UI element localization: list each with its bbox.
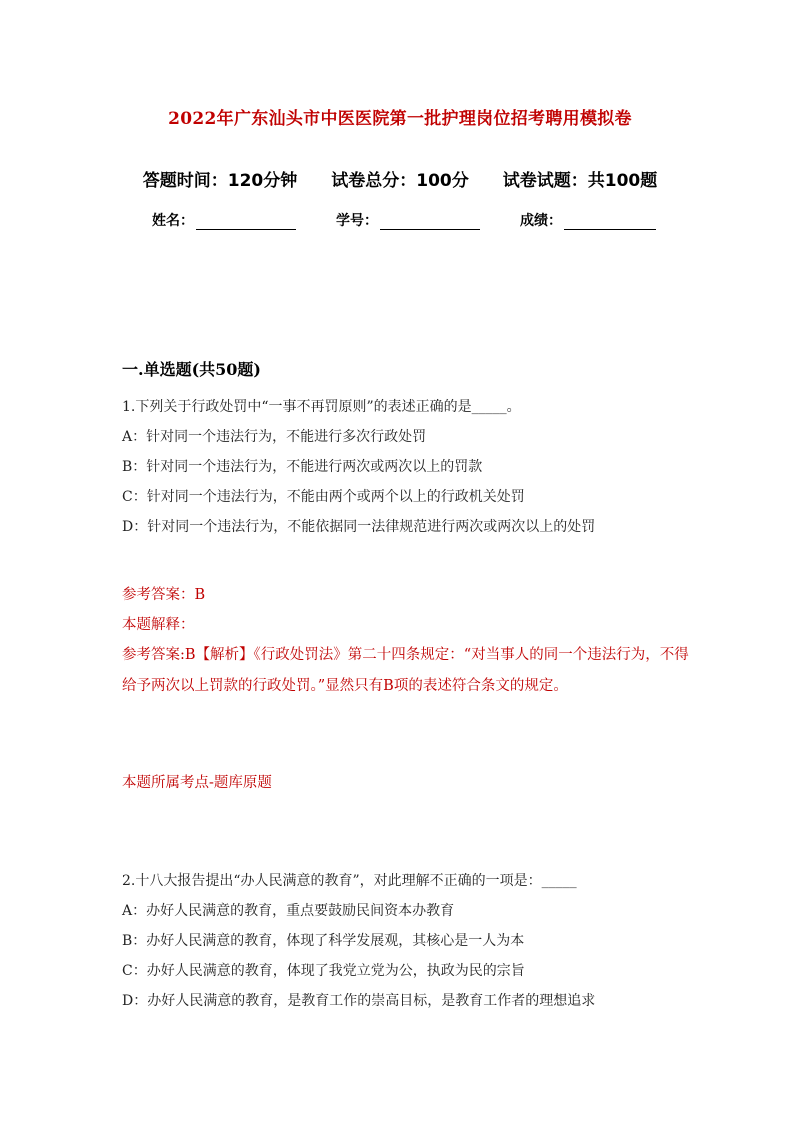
answer: 参考答案：B (122, 587, 206, 603)
exam-meta (0, 166, 800, 191)
name-field (152, 210, 296, 230)
answer-block-1 (122, 580, 697, 702)
question-stem: 1.下列关于行政处罚中“一事不再罚原则”的表述正确的是_____。 (122, 399, 521, 415)
total-score: 试卷总分：100分 (331, 171, 469, 191)
option-d: D：针对同一个违法行为，不能依据同一法律规范进行两次或两次以上的处罚 (122, 519, 596, 535)
option-a: A：针对同一个违法行为，不能进行多次行政处罚 (122, 429, 427, 445)
explain-label: 本题解释： (122, 617, 195, 633)
score-field (520, 210, 656, 230)
name-label: 姓名： (152, 213, 194, 229)
option-d: D：办好人民满意的教育，是教育工作的崇高目标，是教育工作者的理想追求 (122, 993, 596, 1009)
exam-time: 答题时间：120分钟 (142, 171, 298, 191)
score-blank (564, 215, 656, 230)
score-label: 成绩： (520, 213, 562, 229)
name-blank (196, 215, 296, 230)
student-info (152, 210, 656, 230)
section-title: 一.单选题(共50题) (122, 360, 261, 379)
id-blank (380, 215, 480, 230)
option-b: B：针对同一个违法行为，不能进行两次或两次以上的罚款 (122, 459, 483, 475)
option-a: A：办好人民满意的教育，重点要鼓励民间资本办教育 (122, 903, 455, 919)
id-field (336, 210, 480, 230)
question-2 (122, 866, 682, 1016)
explanation: 参考答案:B【解析】《行政处罚法》第二十四条规定：“对当事人的同一个违法行为，不得给予两次以上罚款的行政处罚。”显然只有B项的表述符合条文的规定。 (122, 647, 689, 694)
question-stem: 2.十八大报告提出“办人民满意的教育”，对此理解不正确的一项是：_____ (122, 873, 577, 889)
option-c: C：针对同一个违法行为，不能由两个或两个以上的行政机关处罚 (122, 489, 525, 505)
source-note-1 (122, 768, 697, 798)
exam-title: 2022年广东汕头市中医医院第一批护理岗位招考聘用模拟卷 (168, 109, 632, 129)
question-count: 试卷试题：共100题 (502, 171, 658, 191)
option-c: C：办好人民满意的教育，体现了我党立党为公，执政为民的宗旨 (122, 963, 525, 979)
option-b: B：办好人民满意的教育，体现了科学发展观，其核心是一人为本 (122, 933, 525, 949)
source: 本题所属考点-题库原题 (122, 775, 272, 791)
id-label: 学号： (336, 213, 378, 229)
question-1 (122, 392, 682, 542)
